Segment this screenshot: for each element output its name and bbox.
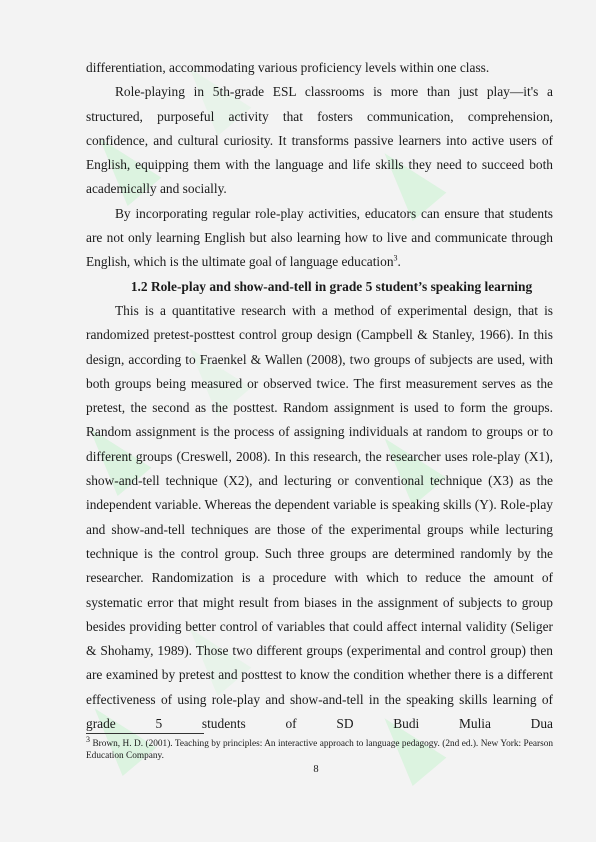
paragraph-research-design: This is a quantitative research with a method of experimental design, that is randomized pretest-posttest control group design (Campbell & Stanley, 1966). In this design, according to Fraenkel & Wallen (2008), two groups of subjects are used, with both groups being measured or observed twice. The first measurement serves as the pretest, the second as the posttest. Random assignment is used to form the groups. Random assignment is the process of assigning individuals at random to groups or to different groups (Creswell, 2008). In this research, the researcher uses role-play (X1), show-and-tell technique (X2), and lecturing or conventional technique (X3) as the independent variable. Whereas the dependent variable is speaking skills (Y). Role-play and show-and-tell techniques are those of the experimental groups while lecturing technique is the control group. Such three groups are determined randomly by the researcher. Randomization is a procedure with which to reduce the amount of systematic error that might result from biases in the assignment of subjects to group besides providing better control of variables that could affect internal validity (Seliger & Shohamy, 1989). Those two different groups (experimental and control group) then are examined by pretest and posttest to know the condition whether there is a different effectiveness of using role-play and show-and-tell in the speaking skills learning of grade 5 students of SD Budi Mulia Dua bbox=[86, 302, 553, 732]
footnote bbox=[86, 734, 553, 762]
paragraph-regular-role-play bbox=[86, 202, 553, 275]
page-number: 8 bbox=[313, 764, 319, 775]
footnote-divider bbox=[86, 733, 204, 734]
paragraph-text: By incorporating regular role-play activities, educators can ensure that students are not only learning English but also learning how to live and communicate through English, which is the ultimate goal of language education bbox=[86, 205, 553, 270]
footnote-reference[interactable]: 3 bbox=[393, 253, 398, 263]
footnote-text: Brown, H. D. (2001). Teaching by principles: An interactive approach to language pedagogy. (2nd ed.). New York: Pearson Education Company. bbox=[86, 739, 553, 761]
section-heading: 1.2 Role-play and show-and-tell in grade 5 student’s speaking learning bbox=[130, 278, 533, 294]
paragraph-continuation: differentiation, accommodating various proficiency levels within one class. bbox=[86, 60, 490, 75]
paragraph-role-playing: Role-playing in 5th-grade ESL classrooms is more than just play—it's a structured, purposeful activity that fosters communication, comprehension, confidence, and cultural curiosity. It transforms passive learners into active users of English, equipping them with the language and life skills they need to succeed both academically and socially. bbox=[86, 84, 553, 197]
paragraph-end: . bbox=[397, 254, 401, 270]
footnote-marker: 3 bbox=[86, 734, 90, 744]
body-text bbox=[86, 56, 553, 736]
